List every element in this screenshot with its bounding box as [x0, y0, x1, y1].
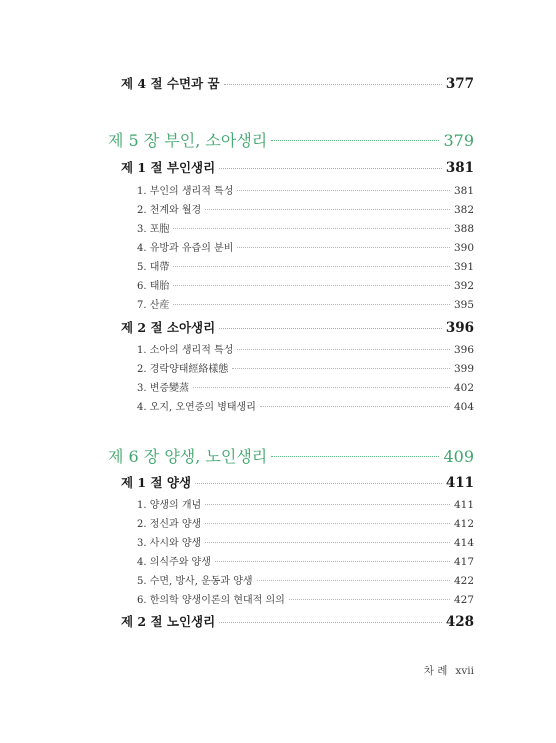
page-number: 404 [453, 401, 474, 413]
footer-section-label: 차 례 [423, 665, 448, 677]
page-number: 409 [443, 447, 474, 466]
dot-leader [289, 593, 450, 603]
toc-item[interactable] [137, 553, 474, 568]
dot-leader [237, 241, 450, 251]
item-title: 3. 변증變蒸 [137, 383, 190, 394]
item-title: 4. 오지, 오연증의 병태생리 [137, 402, 256, 413]
item-title: 4. 유방과 유즙의 분비 [137, 243, 234, 254]
toc-item[interactable] [137, 360, 474, 375]
dot-leader [260, 400, 450, 410]
page-number: 396 [453, 344, 474, 356]
item-title: 6. 한의학 양생이론의 현대적 의의 [137, 595, 285, 606]
page-number: 412 [453, 518, 474, 530]
toc-item[interactable] [137, 201, 474, 216]
dot-leader [205, 498, 450, 508]
chapter-title: 제 5 장 부인, 소아생리 [108, 131, 268, 150]
item-title: 5. 대帶 [137, 262, 170, 273]
toc-chapter-5[interactable] [108, 128, 474, 151]
dot-leader [257, 574, 450, 584]
page-number: 392 [453, 280, 474, 292]
page-number: 414 [453, 537, 474, 549]
page-number: 381 [445, 160, 474, 176]
dot-leader [215, 555, 450, 565]
page-number: 422 [453, 575, 474, 587]
page-number: 428 [445, 614, 474, 630]
page-number: 382 [453, 204, 474, 216]
item-title: 2. 정신과 양생 [137, 519, 202, 530]
section-title: 제 2 절 노인생리 [121, 614, 216, 629]
page-number: 379 [443, 131, 474, 150]
dot-leader [271, 130, 439, 146]
page-number: 411 [445, 475, 474, 491]
item-title: 2. 천계와 월경 [137, 205, 202, 216]
dot-leader [173, 222, 450, 232]
toc-item[interactable] [137, 572, 474, 587]
dot-leader [219, 160, 442, 173]
item-title: 1. 소아의 생리적 특성 [137, 345, 234, 356]
toc-item[interactable] [137, 591, 474, 606]
toc-item[interactable] [137, 220, 474, 235]
page-number: 402 [453, 382, 474, 394]
dot-leader [232, 362, 450, 372]
toc-ch5-section-1[interactable] [121, 158, 474, 176]
toc-item[interactable] [137, 277, 474, 292]
dot-leader [219, 320, 442, 333]
toc-item[interactable] [137, 398, 474, 413]
dot-leader [205, 203, 450, 213]
chapter-title: 제 6 장 양생, 노인생리 [108, 447, 268, 466]
page-number: 399 [453, 363, 474, 375]
page-number: 396 [445, 320, 474, 336]
item-title: 1. 부인의 생리적 특성 [137, 186, 234, 197]
dot-leader [205, 536, 450, 546]
toc-item[interactable] [137, 534, 474, 549]
dot-leader [237, 343, 450, 353]
page-number: 411 [453, 499, 474, 511]
dot-leader [173, 260, 450, 270]
toc-item[interactable] [137, 182, 474, 197]
section-title: 제 4 절 수면과 꿈 [121, 76, 220, 91]
dot-leader [173, 298, 450, 308]
item-title: 7. 산産 [137, 300, 170, 311]
toc-section-4[interactable] [121, 74, 474, 92]
dot-leader [173, 279, 450, 289]
dot-leader [271, 446, 439, 462]
page-number: 390 [453, 242, 474, 254]
toc-item[interactable] [137, 258, 474, 273]
toc-item[interactable] [137, 496, 474, 511]
item-title: 2. 경락양태經絡樣態 [137, 364, 229, 375]
item-title: 1. 양생의 개념 [137, 500, 202, 511]
item-title: 5. 수면, 방사, 운동과 양생 [137, 576, 253, 587]
page-number: 388 [453, 223, 474, 235]
toc-item[interactable] [137, 296, 474, 311]
toc-ch5-section-2[interactable] [121, 318, 474, 336]
dot-leader [219, 614, 442, 627]
dot-leader [193, 381, 450, 391]
toc-item[interactable] [137, 239, 474, 254]
section-title: 제 1 절 양생 [121, 475, 192, 490]
toc-item[interactable] [137, 341, 474, 356]
dot-leader [205, 517, 450, 527]
item-title: 3. 사시와 양생 [137, 538, 202, 549]
dot-leader [224, 76, 442, 89]
item-title: 3. 포胞 [137, 224, 170, 235]
toc-item[interactable] [137, 515, 474, 530]
page-number: 427 [453, 594, 474, 606]
section-title: 제 2 절 소아생리 [121, 320, 216, 335]
toc-ch6-section-1[interactable] [121, 473, 474, 491]
page-footer [424, 663, 474, 678]
toc-chapter-6[interactable] [108, 444, 474, 467]
folio: xvii [455, 665, 474, 677]
page-number: 417 [453, 556, 474, 568]
toc-item[interactable] [137, 379, 474, 394]
dot-leader [195, 475, 442, 488]
dot-leader [237, 184, 450, 194]
item-title: 4. 의식주와 양생 [137, 557, 211, 568]
toc-ch6-section-2[interactable] [121, 612, 474, 630]
section-title: 제 1 절 부인생리 [121, 160, 216, 175]
page-number: 395 [453, 299, 474, 311]
item-title: 6. 태胎 [137, 281, 170, 292]
page-number: 391 [453, 261, 474, 273]
page-number: 381 [453, 185, 474, 197]
page-number: 377 [445, 76, 474, 92]
